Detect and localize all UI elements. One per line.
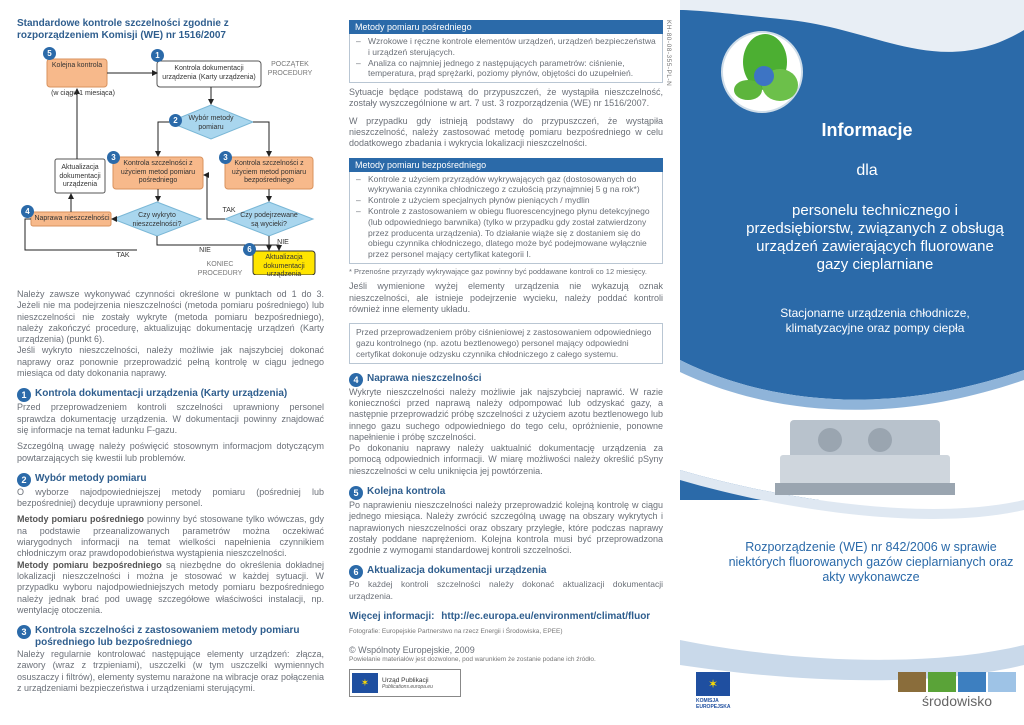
cover-for: dla (856, 162, 878, 179)
section-5-number: 5 (349, 486, 363, 500)
indirect-methods-header: Metody pomiaru pośredniego (349, 20, 663, 34)
section-3-number: 3 (17, 625, 31, 639)
section-3-heading (17, 625, 324, 649)
flow-monthly: (w ciągu 1 miesiąca) (51, 90, 115, 97)
flow-repair: Naprawa nieszczelności (34, 215, 110, 222)
cover-background (680, 0, 1024, 725)
catalogue-code: KH-80-08-355-PL-N (665, 20, 672, 87)
section-5-title: Kolejna kontrola (367, 486, 446, 497)
list-item: – Kontrole z użyciem specjalnych płynów pieniących / mydlin (356, 195, 656, 206)
direct-label: Metody pomiaru bezpośredniego (17, 559, 162, 570)
flow-nie-1: NIE (199, 247, 211, 254)
publications-office: Urząd Publikacji (382, 676, 429, 684)
flow-tak-2: TAK (222, 207, 236, 214)
flow-step-1-badge: 1 (151, 49, 164, 62)
eu-flag-icon: ✶ (352, 673, 378, 693)
middle-paragraph-2: W przypadku gdy istnieją podstawy do przypuszczeń, że wystąpiła nieszczelność, należy zastosować metodę pomiaru bezpośredniego w celu dodatkowego zbadania i wykrycia lokalizacji nieszczelności. (349, 115, 663, 149)
middle-panel (341, 0, 671, 725)
cover-subtitle: Stacjonarne urządzenia chłodnicze, klimatyzacyjne oraz pompy ciepła (780, 306, 970, 335)
section-2-heading (17, 473, 324, 487)
indirect-label: Metody pomiaru pośredniego (17, 514, 144, 525)
indirect-methods-list (349, 34, 663, 83)
direct-methods-list (349, 172, 663, 264)
footnote: * Przenośne przyrządy wykrywające gaz powinny być poddawane kontroli co 12 miesięcy. (349, 267, 647, 277)
flow-final-update: Aktualizacja dokumentacji urządzenia (263, 254, 305, 278)
left-panel (0, 0, 337, 725)
flow-step-3b-badge: 3 (219, 151, 232, 164)
section-2-indirect (17, 514, 324, 559)
more-info (349, 611, 663, 622)
flow-follow-up: Kolejna kontrola (51, 62, 103, 69)
section-1-body-2: Szczególną uwagę należy poświęcić stosownym informacjom dotyczącym powtarzających się kwestii lub problemów. (17, 441, 324, 463)
section-3-title: Kontrola szczelności z zastosowaniem metody pomiaru pośredniego lub bezpośredniego (35, 625, 300, 649)
plant-icon (928, 672, 956, 692)
flow-step-5-badge: 5 (43, 47, 56, 60)
reprint-note: Powielanie materiałów jest dozwolone, pod warunkiem że zostanie podane ich źródło. (349, 656, 596, 664)
section-4-body-2: Po dokonaniu naprawy należy uaktualnić dokumentację urządzenia za pomocą odpowiednich informacji. W miarę możliwości należy określić pSyny nieszczelności w celu uniknięcia jej powtórzenia. (349, 443, 663, 476)
list-item: – Kontrole z użyciem przyrządów wykrywających gaz (dostosowanych do wykrywania czynnika chłodniczego z czułością przynajmniej 5 g na rok*) (356, 174, 656, 196)
sky-icon (988, 672, 1016, 692)
photo-credit: Fotografie: Europejskie Partnerstwo na rzecz Energii i Środowiska, EPEE) (349, 628, 563, 636)
section-2-body: O wyborze najodpowiedniejszej metody pomiaru (pośredniej lub bezpośredniej) decyduje uprawniony personel. (17, 486, 324, 509)
flow-indirect: Kontrola szczelności z użyciem metod pomiaru pośredniego (120, 160, 196, 184)
more-info-label: Więcej informacji: (349, 611, 435, 623)
intro-paragraph-2: Jeśli wykryto nieszczelności, należy możliwie jak najszybciej dokonać naprawy oraz ponownie przeprowadzić pełną kontrolę w ciągu jednego miesiąca od daty dokonania naprawy. (17, 345, 324, 379)
publications-logo (349, 669, 461, 697)
section-1-number: 1 (17, 388, 31, 402)
list-item: – Wzrokowe i ręczne kontrole elementów urządzeń, urządzeń bezpieczeństwa i urządzeń sterujących. (356, 36, 656, 58)
section-4-title: Naprawa nieszczelności (367, 372, 482, 384)
cover-audience: personelu technicznego i przedsiębiorstw, związanych z obsługą urządzeń zawierających fluorowane gazy cieplarniane (746, 202, 1004, 273)
environment-label: środowisko (921, 693, 993, 709)
section-2-number: 2 (17, 473, 31, 487)
middle-paragraph-1: Sytuacje będące podstawą do przypuszczeń, że wystąpiła nieszczelność, zostały wyszczególnione w art. 7 ust. 3 rozporządzenia (WE) nr 1516/2007. (349, 87, 663, 109)
section-4-body: Wykryte nieszczelności należy możliwie jak najszybciej naprawić. W razie konieczności przed naprawą należy odpompować lub odzyskać gazy, a następnie przeprowadzić próbę szczelności z użyciem azotu beztlenowego lub innego gazu suchego odpowiedniego do tego celu, opróżnienie, ponowne napełnienie i próbę szczelności. (349, 386, 663, 442)
flow-update-doc: Aktualizacja dokumentacji urządzenia (59, 164, 101, 188)
indirect-text: powinny być stosowane tylko wówczas, gdy na podstawie przeanalizowanych parametrów można oczekiwać wiarygodnych informacji na temat wielkości napełnienia czynnikiem chłodniczym oraz prawdopodobieństwa wystąpienia nieszczelności. (17, 514, 324, 559)
pressure-test-note: Przed przeprowadzeniem próby ciśnieniowej z zastosowaniem odpowiedniego gazu kontrolnego (np. azotu beztlenowego) personel mający odpowiedni certyfikat dokonuje odzysku czynnika chłodniczego z całego systemu. (349, 323, 663, 363)
direct-text: są niezbędne do określenia dokładnej lokalizacji nieszczelności i można je stosować w każdej sytuacji. W przypadku wyboru najodpowiedniejszych metody pomiaru bezpośredniego należy jednak brać pod uwagę szczegółowe właściwości instalacji, np. wentylację otoczenia. (17, 559, 324, 615)
list-item: – Kontrole z zastosowaniem w obiegu fluorescencyjnego płynu detekcyjnego (lub odpowiedniego barwnika) (tylko w przypadku gdy został zatwierdzony przez producenta urządzenia). To działanie wiąże się z dostaniem się do obiegu czynnika chłodniczego, dlatego może być podejmowane wyłącznie przez personel mający certyfikat kategorii I. (356, 206, 656, 260)
flow-step-3a-badge: 3 (107, 151, 120, 164)
environment-logo (898, 672, 1016, 709)
section-6-title: Aktualizacja dokumentacji urządzenia (367, 565, 547, 577)
section-4-heading (349, 373, 663, 387)
flow-card-check: Kontrola dokumentacji urządzenia (Karty urządzenia) (162, 65, 256, 81)
flow-suspect-leak: Czy podejrzewane są wycieki? (240, 212, 298, 228)
flow-step-2-badge: 2 (169, 114, 182, 127)
landscape-icon (898, 672, 926, 692)
section-3-body: Należy regularnie kontrolować następujące elementy urządzeń: złącza, zawory (wraz z trzpieniami), uszczelki (w tym uszczelki wymiennych osuszaczy i filtrów), elementy systemu narażone na wibracje oraz połączenia z urządzeniami bezpieczeństwa i urządzeniami sterującymi. (17, 649, 324, 694)
flow-step-6-badge: 6 (243, 243, 256, 256)
eu-flag-icon: ✶ (696, 672, 730, 696)
section-2-title: Wybór metody pomiaru (35, 472, 147, 484)
flowchart-title: Standardowe kontrole szczelności zgodnie z rozporządzeniem Komisji (WE) nr 1516/2007 (17, 18, 229, 41)
section-6-heading (349, 565, 663, 579)
section-5-heading (349, 486, 663, 500)
flow-tak-1: TAK (116, 252, 130, 259)
flow-direct: Kontrola szczelności z użyciem metod pomiaru bezpośredniego (231, 160, 307, 184)
section-1-title: Kontrola dokumentacji urządzenia (Karty urządzenia) (35, 388, 288, 400)
section-6-number: 6 (349, 565, 363, 579)
flow-leak-found: Czy wykryto nieszczelności? (132, 212, 182, 228)
flow-step-4-badge: 4 (21, 205, 34, 218)
water-icon (958, 672, 986, 692)
commission-logo (696, 672, 732, 710)
middle-paragraph-3: Jeśli wymienione wyżej elementy urządzenia nie wykazują oznak nieszczelności, ale istnieje podejrzenie wycieku, należy poddać kontroli również inne elementy układu. (349, 281, 663, 314)
more-info-link[interactable]: http://ec.europa.eu/environment/climat/fluor (441, 611, 651, 623)
direct-methods-header: Metody pomiaru bezpośredniego (349, 158, 663, 172)
flow-start: POCZĄTEK PROCEDURY (267, 61, 313, 77)
section-2-direct (17, 560, 324, 616)
flow-nie-2: NIE (277, 239, 289, 246)
copyright: © Wspólnoty Europejskie, 2009 (349, 645, 475, 656)
section-6-body: Po każdej kontroli szczelności należy dokonać aktualizacji dokumentacji urządzenia. (349, 579, 663, 601)
section-1-heading (17, 388, 324, 402)
cover-title: Informacje (821, 120, 913, 140)
section-1-body: Przed przeprowadzeniem kontroli szczelności uprawniony personel sprawdza dokumentację urządzenia. W dokumentacji powinny znajdować się informacje na temat ładunku F-gazu. (17, 402, 324, 435)
publications-url: Publications.europa.eu (382, 683, 433, 690)
flow-end: KONIEC PROCEDURY (197, 261, 243, 277)
cover-regulation: Rozporządzenie (WE) nr 842/2006 w sprawie niektórych fluorowanych gazów cieplarnianych oraz akty wykonawcze (728, 540, 1014, 584)
flow-choose-method: Wybór metody pomiaru (188, 115, 234, 131)
section-5-body: Po naprawieniu nieszczelności należy przeprowadzić kolejną kontrolę w ciągu jednego miesiąca. Należy zwrócić szczególną uwagę na obszary wykrytych i naprawionych nieszczelności oraz obszary przyległe, które podczas naprawy zostały poddane naprężeniom. Kolejna kontrola musi być przeprowadzona zgodnie z wymogami standardowej kontroli szczelności. (349, 500, 663, 556)
intro-paragraph: Należy zawsze wykonywać czynności określone w punktach od 1 do 3. Jeżeli nie ma podejrzenia nieszczelności (metoda pomiaru pośredniego) lub nieszczelności nie zostały wykryte (metoda pomiaru bezpośredniego), należy zakończyć procedurę, aktualizując dokumentację urządzeń (Karty urządzenia) (punkt 6). (17, 289, 324, 345)
right-panel (680, 0, 1024, 725)
commission-name: KOMISJA EUROPEJSKA (696, 698, 731, 710)
flowchart (17, 47, 324, 278)
list-item: – Analiza co najmniej jednego z następujących parametrów: ciśnienie, temperatura, prąd sprężarki, poziomy płynów, objętości do uzupełnień. (356, 58, 656, 80)
section-4-number: 4 (349, 373, 363, 387)
